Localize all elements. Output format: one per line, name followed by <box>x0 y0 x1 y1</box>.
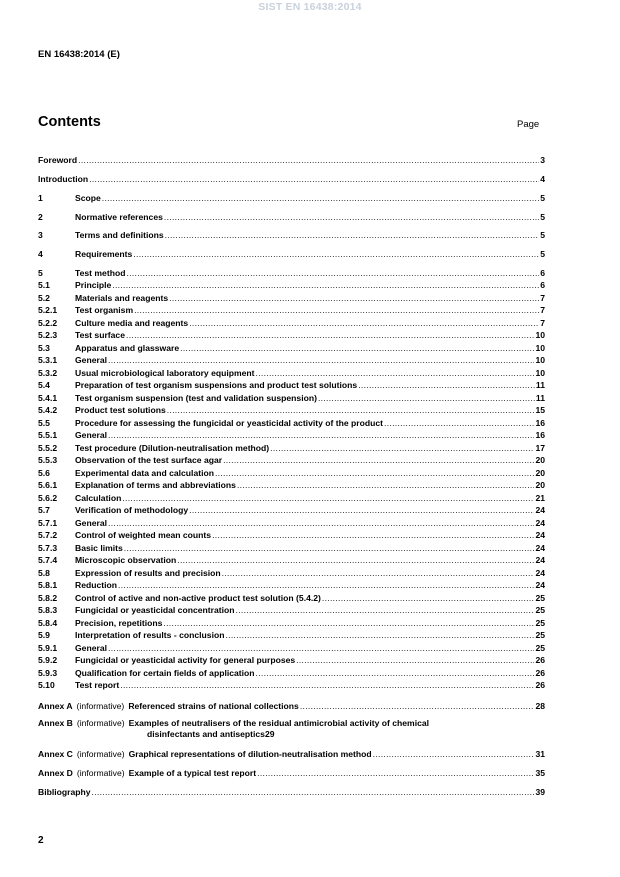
toc-entry-title: Apparatus and glassware <box>75 343 180 353</box>
dot-leader <box>102 193 539 204</box>
dot-leader <box>222 568 535 579</box>
toc-entry-title: Fungicidal or yeasticidal activity for general purposes <box>75 655 296 665</box>
dot-leader <box>169 293 539 304</box>
toc-entry[interactable] <box>38 212 545 223</box>
toc-entry-title: Scope <box>75 193 101 203</box>
toc-entry-title: Fungicidal or yeasticidal concentration <box>75 605 235 615</box>
toc-entry-number: 5.2.1 <box>38 305 58 315</box>
toc-entry-title: Interpretation of results - conclusion <box>75 630 225 640</box>
toc-entry-title: Control of weighted mean counts <box>75 530 212 540</box>
toc-entry-page: 25 <box>535 593 545 603</box>
toc-entry[interactable] <box>38 280 545 291</box>
toc-annex-entry[interactable] <box>38 768 545 779</box>
toc-entry-number: 5.3.1 <box>38 355 58 365</box>
annex-page: 28 <box>535 701 545 711</box>
toc-entry-page: 26 <box>535 668 545 678</box>
toc-entry-page: 24 <box>535 543 545 553</box>
toc-entry-number: 5.2 <box>38 293 50 303</box>
annex-label: Annex D <box>38 768 73 778</box>
toc-entry-number: 5.4 <box>38 380 50 390</box>
dot-leader <box>257 768 534 779</box>
toc-entry-page: 5 <box>540 230 545 240</box>
dot-leader <box>223 455 534 466</box>
dot-leader <box>126 268 539 279</box>
dot-leader <box>120 680 534 691</box>
toc-entry[interactable] <box>38 555 545 566</box>
dot-leader <box>256 668 535 679</box>
toc-annex-entry-continuation[interactable] <box>38 729 545 740</box>
toc-entry-title: Qualification for certain fields of application <box>75 668 255 678</box>
page-number: 2 <box>38 835 44 846</box>
toc-entry[interactable] <box>38 230 545 241</box>
toc-entry[interactable] <box>38 643 545 654</box>
toc-entry-page: 5 <box>540 193 545 203</box>
dot-leader <box>322 593 535 604</box>
toc-entry-page: 3 <box>540 155 545 165</box>
dot-leader <box>358 380 535 391</box>
toc-entry-number: 5.8.3 <box>38 605 58 615</box>
toc-entry-page: 24 <box>535 518 545 528</box>
toc-entry-number: 5.8.1 <box>38 580 58 590</box>
toc-entry-title: General <box>75 518 108 528</box>
toc-entry-number: 5.5 <box>38 418 50 428</box>
dot-leader <box>126 330 534 341</box>
toc-entry-number: 5.2.2 <box>38 318 58 328</box>
toc-entry-page: 20 <box>535 455 545 465</box>
toc-entry-page: 10 <box>535 343 545 353</box>
toc-entry-page: 24 <box>535 580 545 590</box>
contents-title: Contents <box>38 114 101 130</box>
dot-leader <box>318 393 535 404</box>
annex-informative-note: (informative) <box>76 718 125 728</box>
toc-entry[interactable] <box>38 605 545 616</box>
toc-entry-number: 5.7.2 <box>38 530 58 540</box>
page-column-heading: Page <box>517 119 540 130</box>
toc-entry[interactable] <box>38 618 545 629</box>
toc-entry[interactable] <box>38 568 545 579</box>
toc-entry[interactable] <box>38 155 545 166</box>
toc-entry-title: General <box>75 355 108 365</box>
toc-entry-page: 6 <box>540 268 545 278</box>
dot-leader <box>215 468 534 479</box>
dot-leader <box>167 405 535 416</box>
toc-entry-number: 5.1 <box>38 280 50 290</box>
toc-entry-title: Usual microbiological laboratory equipment <box>75 368 255 378</box>
toc-entry-title: Culture media and reagents <box>75 318 189 328</box>
toc-entry-title: Verification of methodology <box>75 505 189 515</box>
toc-entry[interactable] <box>38 680 545 691</box>
toc-entry[interactable] <box>38 430 545 441</box>
toc-entry[interactable] <box>38 343 545 354</box>
dot-leader <box>108 430 534 441</box>
toc-entry-page: 5 <box>540 249 545 259</box>
toc-entry[interactable] <box>38 318 545 329</box>
toc-annex-entry[interactable] <box>38 701 545 712</box>
toc-entry[interactable] <box>38 593 545 604</box>
toc-entry-title: Requirements <box>75 249 133 259</box>
toc-entry[interactable] <box>38 493 545 504</box>
toc-entry-title: Normative references <box>75 212 163 222</box>
toc-entry-number: 5.3.2 <box>38 368 58 378</box>
toc-entry[interactable] <box>38 455 545 466</box>
toc-entry[interactable] <box>38 480 545 491</box>
toc-entry-number: 5.9.1 <box>38 643 58 653</box>
toc-entry-title: Test method <box>75 268 126 278</box>
toc-bibliography-entry[interactable] <box>38 787 545 798</box>
toc-entry-page: 7 <box>540 293 545 303</box>
toc-entry-title: Materials and reagents <box>75 293 169 303</box>
annex-title: Referenced strains of national collections <box>128 701 299 711</box>
toc-entry[interactable] <box>38 418 545 429</box>
toc-entry-page: 11 <box>535 380 545 390</box>
toc-entry-number: 5.6 <box>38 468 50 478</box>
annex-title: Examples of neutralisers of the residual antimicrobial activity of chemical <box>128 718 430 728</box>
toc-entry-number: 5.7.4 <box>38 555 58 565</box>
toc-entry-page: 5 <box>540 212 545 222</box>
annex-title: Example of a typical test report <box>128 768 257 778</box>
toc-entry[interactable] <box>38 518 545 529</box>
watermark: SIST EN 16438:2014 <box>258 1 362 13</box>
toc-annex-entry[interactable] <box>38 718 545 729</box>
toc-entry-title: Observation of the test surface agar <box>75 455 223 465</box>
dot-leader <box>163 618 534 629</box>
toc-entry-number: 5.6.1 <box>38 480 58 490</box>
toc-entry-number: 5.7.1 <box>38 518 58 528</box>
toc-entry[interactable] <box>38 330 545 341</box>
toc-entry-title: Experimental data and calculation <box>75 468 214 478</box>
dot-leader <box>189 505 534 516</box>
toc-entry-title: Test organism <box>75 305 134 315</box>
toc-entry-title: Introduction <box>38 174 89 184</box>
bibliography-page: 39 <box>535 787 545 797</box>
toc-entry[interactable] <box>38 355 545 366</box>
annex-label: Annex A <box>38 701 73 711</box>
toc-entry-title: Basic limits <box>75 543 123 553</box>
toc-entry-title: Explanation of terms and abbreviations <box>75 480 236 490</box>
annex-page: 35 <box>535 768 545 778</box>
toc-entry-number: 3 <box>38 230 43 240</box>
toc-entry-title: Control of active and non-active product test solution (5.4.2) <box>75 593 321 603</box>
toc-entry-number: 5.8.4 <box>38 618 58 628</box>
toc-entry[interactable] <box>38 380 545 391</box>
toc-entry-page: 20 <box>535 480 545 490</box>
toc-entry[interactable] <box>38 193 545 204</box>
toc-entry-title: Test procedure (Dilution-neutralisation method) <box>75 443 270 453</box>
toc-entry-number: 5.8 <box>38 568 50 578</box>
toc-entry-page: 11 <box>535 393 545 403</box>
toc-entry-page: 24 <box>535 555 545 565</box>
annex-title: Graphical representations of dilution-neutralisation method <box>128 749 372 759</box>
toc-entry-title: Calculation <box>75 493 122 503</box>
toc-entry-title: Procedure for assessing the fungicidal or yeasticidal activity of the product <box>75 418 384 428</box>
toc-entry-page: 24 <box>535 505 545 515</box>
toc-entry[interactable] <box>38 174 545 185</box>
toc-entry-title: Test report <box>75 680 120 690</box>
dot-leader <box>296 655 534 666</box>
toc-entry-page: 10 <box>535 355 545 365</box>
toc-entry[interactable] <box>38 655 545 666</box>
toc-entry-number: 4 <box>38 249 43 259</box>
toc-entry[interactable] <box>38 543 545 554</box>
dot-leader <box>164 212 539 223</box>
bibliography-title: Bibliography <box>38 787 91 797</box>
annex-page: 29 <box>264 729 275 739</box>
toc-entry-page: 24 <box>535 568 545 578</box>
toc-entry-title: Expression of results and precision <box>75 568 221 578</box>
annex-informative-note: (informative) <box>76 768 125 778</box>
toc-entry-title: Test surface <box>75 330 125 340</box>
toc-entry-title: General <box>75 643 108 653</box>
dot-leader <box>180 343 534 354</box>
annex-label: Annex B <box>38 718 73 728</box>
annex-page: 31 <box>535 749 545 759</box>
toc-entry-title: General <box>75 430 108 440</box>
toc-entry-number: 5.9.3 <box>38 668 58 678</box>
dot-leader <box>134 305 539 316</box>
annex-informative-note: (informative) <box>76 701 125 711</box>
standard-header: EN 16438:2014 (E) <box>38 49 120 60</box>
toc-entry-number: 5.9 <box>38 630 50 640</box>
dot-leader <box>256 368 535 379</box>
toc-entry-page: 10 <box>535 330 545 340</box>
dot-leader <box>384 418 534 429</box>
toc-entry-title: Foreword <box>38 155 78 165</box>
toc-entry-number: 5.5.2 <box>38 443 58 453</box>
toc-entry-page: 21 <box>535 493 545 503</box>
toc-entry[interactable] <box>38 405 545 416</box>
toc-entry[interactable] <box>38 368 545 379</box>
toc-entry-page: 10 <box>535 368 545 378</box>
dot-leader <box>165 230 540 241</box>
dot-leader <box>78 155 539 166</box>
toc-entry[interactable] <box>38 505 545 516</box>
toc-entry[interactable] <box>38 293 545 304</box>
toc-entry-page: 17 <box>535 443 545 453</box>
dot-leader <box>225 630 534 641</box>
annex-informative-note: (informative) <box>76 749 125 759</box>
dot-leader <box>212 530 534 541</box>
dot-leader <box>122 493 534 504</box>
toc-entry[interactable] <box>38 530 545 541</box>
dot-leader <box>108 643 534 654</box>
toc-entry-page: 24 <box>535 530 545 540</box>
annex-title-continuation: disinfectants and antiseptics <box>147 729 265 739</box>
dot-leader <box>89 174 539 185</box>
toc-entry-page: 26 <box>535 680 545 690</box>
toc-entry-page: 25 <box>535 643 545 653</box>
toc-entry-number: 5.5.1 <box>38 430 58 440</box>
toc-entry-title: Preparation of test organism suspensions and product test solutions <box>75 380 358 390</box>
toc-entry-number: 5.7 <box>38 505 50 515</box>
toc-entry-number: 2 <box>38 212 43 222</box>
toc-entry-page: 20 <box>535 468 545 478</box>
annex-label: Annex C <box>38 749 73 759</box>
dot-leader <box>108 518 534 529</box>
toc-entry-page: 25 <box>535 630 545 640</box>
dot-leader <box>177 555 534 566</box>
toc-entry-title: Test organism suspension (test and validation suspension) <box>75 393 317 403</box>
toc-entry-title: Product test solutions <box>75 405 166 415</box>
dot-leader <box>300 701 535 712</box>
toc-entry-number: 5.5.3 <box>38 455 58 465</box>
toc-entry-page: 16 <box>535 430 545 440</box>
dot-leader <box>236 605 535 616</box>
toc-entry-number: 5.10 <box>38 680 55 690</box>
dot-leader <box>112 280 539 291</box>
toc-entry[interactable] <box>38 668 545 679</box>
toc-entry-number: 5.8.2 <box>38 593 58 603</box>
toc-entry-number: 5.4.2 <box>38 405 58 415</box>
dot-leader <box>92 787 535 798</box>
toc-entry-page: 16 <box>535 418 545 428</box>
toc-entry-page: 15 <box>535 405 545 415</box>
toc-entry-page: 6 <box>540 280 545 290</box>
toc-entry[interactable] <box>38 468 545 479</box>
dot-leader <box>373 749 535 760</box>
toc-entry-title: Precision, repetitions <box>75 618 163 628</box>
toc-entry-number: 5.6.2 <box>38 493 58 503</box>
toc-entry-number: 5.3 <box>38 343 50 353</box>
toc-entry-title: Microscopic observation <box>75 555 177 565</box>
toc-entry[interactable] <box>38 305 545 316</box>
toc-entry[interactable] <box>38 249 545 260</box>
toc-entry[interactable] <box>38 268 545 279</box>
toc-entry-page: 7 <box>540 305 545 315</box>
toc-entry[interactable] <box>38 443 545 454</box>
dot-leader <box>118 580 534 591</box>
toc-entry[interactable] <box>38 630 545 641</box>
dot-leader <box>270 443 534 454</box>
toc-entry-page: 7 <box>540 318 545 328</box>
dot-leader <box>133 249 539 260</box>
toc-entry-number: 5.4.1 <box>38 393 58 403</box>
toc-entry-page: 25 <box>535 618 545 628</box>
toc-entry-number: 5 <box>38 268 43 278</box>
toc-entry-title: Principle <box>75 280 112 290</box>
toc-entry-page: 26 <box>535 655 545 665</box>
dot-leader <box>189 318 539 329</box>
toc-entry-title: Terms and definitions <box>75 230 164 240</box>
toc-entry-number: 5.9.2 <box>38 655 58 665</box>
toc-entry-number: 5.7.3 <box>38 543 58 553</box>
dot-leader <box>108 355 534 366</box>
toc-entry[interactable] <box>38 393 545 404</box>
toc-entry-page: 25 <box>535 605 545 615</box>
toc-entry-page: 4 <box>540 174 545 184</box>
toc-entry[interactable] <box>38 580 545 591</box>
toc-entry-title: Reduction <box>75 580 118 590</box>
toc-annex-entry[interactable] <box>38 749 545 760</box>
dot-leader <box>237 480 535 491</box>
toc-entry-number: 1 <box>38 193 43 203</box>
dot-leader <box>124 543 535 554</box>
toc-entry-number: 5.2.3 <box>38 330 58 340</box>
